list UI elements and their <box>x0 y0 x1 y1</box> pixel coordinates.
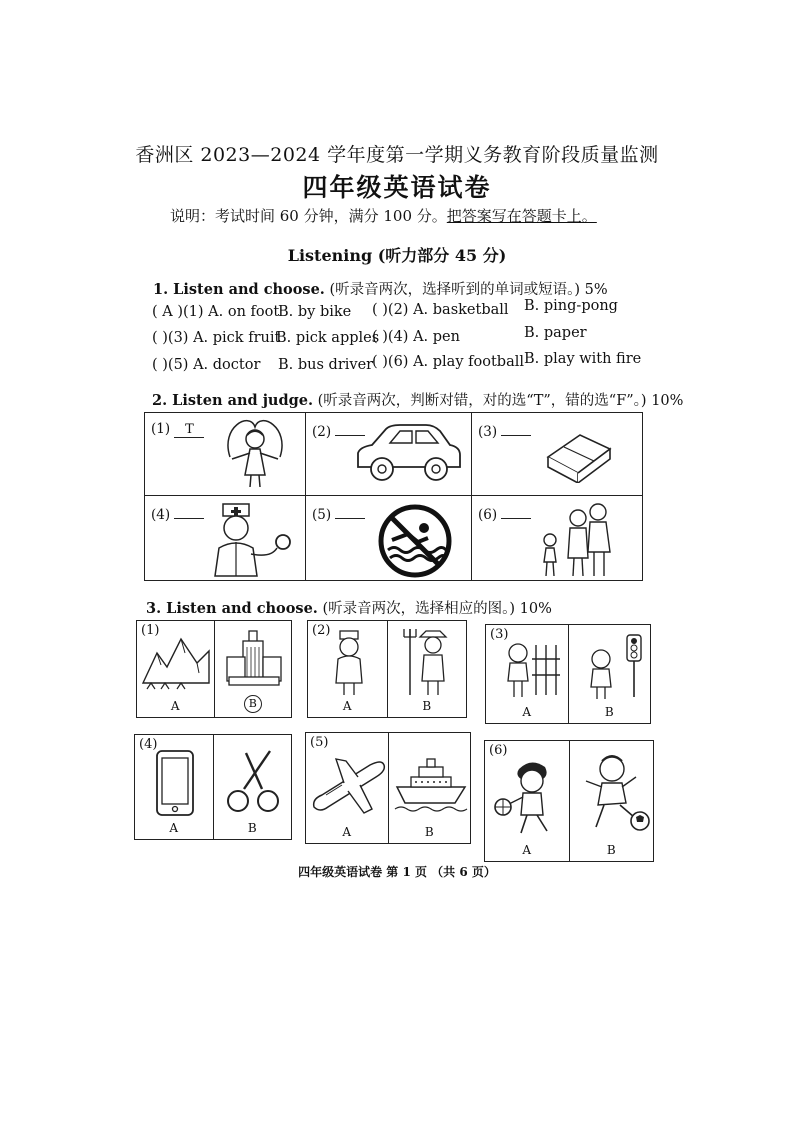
car-icon <box>352 421 464 487</box>
s1-option-a: A. doctor <box>193 357 261 373</box>
section2-heading <box>152 389 683 410</box>
s3-label-a: A <box>342 699 352 713</box>
family-icon <box>536 500 616 580</box>
s3-option-b[interactable] <box>213 735 292 839</box>
s2-cell-number: (2) <box>312 424 332 440</box>
section1-heading-bold: 1. Listen and choose. <box>153 281 325 298</box>
s3-option-a[interactable] <box>486 625 568 723</box>
instructions-text: 说明：考试时间 60 分钟，满分 100 分。 <box>170 207 447 225</box>
girl-skipping-rope-icon <box>220 417 290 493</box>
selected-answer-circle: B <box>244 695 262 713</box>
s2-cell-label <box>151 504 204 523</box>
s3-label-a: A <box>169 821 179 835</box>
s2-cell-5 <box>305 495 472 581</box>
s2-cell-2 <box>305 412 472 496</box>
s3-option-a[interactable] <box>308 621 387 717</box>
s2-cell-label <box>312 504 365 523</box>
page-footer: 四年级英语试卷 第 1 页 （共 6 页） <box>298 865 496 879</box>
s2-answer-blank[interactable] <box>501 421 531 436</box>
s2-cell-label <box>151 421 204 438</box>
s2-cell-number: (4) <box>151 507 171 523</box>
s3-label-b: B <box>604 705 614 719</box>
s1-item-prefix: ( )(4) <box>372 329 409 345</box>
s3-group-number: (4) <box>139 737 158 752</box>
s2-cell-number: (1) <box>151 421 171 437</box>
s1-item-prefix: ( )(2) <box>372 302 409 318</box>
s3-option-b[interactable] <box>214 621 292 717</box>
s3-option-b[interactable] <box>387 621 467 717</box>
farmer-icon <box>398 625 460 697</box>
mountains-icon <box>141 633 211 693</box>
s3-label-a: A <box>342 825 352 839</box>
s3-label-b: B <box>606 843 616 857</box>
section2-heading-bold: 2. Listen and judge. <box>152 392 314 409</box>
s3-option-a[interactable] <box>135 735 213 839</box>
cinema-building-icon <box>221 627 287 693</box>
s2-cell-number: (6) <box>478 507 498 523</box>
s1-option-b: B. by bike <box>278 304 352 320</box>
s3-group-6 <box>484 740 654 862</box>
s3-group-number: (3) <box>490 627 509 642</box>
s1-item-prefix: ( )(5) <box>152 357 189 373</box>
boy-basketball-icon <box>491 757 565 839</box>
s3-option-a[interactable] <box>485 741 569 861</box>
listening-section-heading: Listening (听力部分 45 分) <box>287 246 507 265</box>
s1-option-a: A. on foot <box>208 304 280 320</box>
s1-item-6 <box>372 354 524 370</box>
s3-label-b: B <box>422 699 432 713</box>
exam-district-title: 香洲区 2023—2024 学年度第一学期义务教育阶段质量监测 <box>135 144 659 166</box>
s2-cell-6 <box>471 495 643 581</box>
s2-cell-label <box>478 504 531 523</box>
no-swimming-sign-icon <box>378 504 452 578</box>
s1-item-4 <box>372 329 460 345</box>
s1-item-5 <box>152 357 260 373</box>
instructions-underlined: 把答案写在答题卡上。 <box>446 207 597 225</box>
scissors-icon <box>222 747 284 815</box>
s1-option-a: A. play football <box>413 354 524 370</box>
section1-heading-rest: (听录音两次，选择听到的单词或短语。) 5% <box>329 282 608 298</box>
s3-label-a: A <box>170 699 180 713</box>
s2-answer-blank[interactable] <box>501 504 531 519</box>
s2-cell-4 <box>144 495 306 581</box>
s2-cell-label <box>478 421 531 440</box>
s3-option-a[interactable] <box>137 621 214 717</box>
airplane-icon <box>308 751 388 821</box>
section3-heading-bold: 3. Listen and choose. <box>146 600 318 617</box>
section3-heading <box>146 597 552 618</box>
s1-item-3 <box>152 330 280 346</box>
section3-heading-rest: (听录音两次，选择相应的图。) 10% <box>322 601 552 617</box>
s3-group-number: (2) <box>312 623 331 638</box>
s1-item-prefix: ( )(3) <box>152 330 189 346</box>
s3-label-b: B <box>424 825 434 839</box>
s3-group-number: (6) <box>489 743 508 758</box>
doctor-icon <box>211 502 297 578</box>
boy-football-icon <box>574 747 652 839</box>
s2-answer-blank[interactable]: T <box>174 423 204 438</box>
s2-cell-1 <box>144 412 306 496</box>
nurse-icon <box>322 627 376 697</box>
s1-item-prefix: ( )(6) <box>372 354 409 370</box>
section1-heading <box>153 278 608 299</box>
s3-label-a: A <box>522 705 532 719</box>
s3-option-b[interactable] <box>569 741 654 861</box>
s3-label-a: A <box>522 843 532 857</box>
s3-option-b[interactable] <box>388 733 471 843</box>
s3-option-a[interactable] <box>306 733 388 843</box>
s2-cell-number: (5) <box>312 507 332 523</box>
s1-option-a: A. pen <box>413 329 460 345</box>
s3-group-number: (1) <box>141 623 160 638</box>
s3-group-5 <box>305 732 471 844</box>
s2-answer-blank[interactable] <box>335 504 365 519</box>
ship-icon <box>393 757 469 813</box>
s1-item-prefix: ( A )(1) <box>152 304 204 320</box>
s1-option-a: A. basketball <box>413 302 509 318</box>
s3-label-b: B <box>247 821 257 835</box>
s3-group-4 <box>134 734 292 840</box>
s1-option-b: B. paper <box>524 325 587 341</box>
s3-option-b[interactable] <box>568 625 651 723</box>
exam-instructions <box>170 205 597 226</box>
s3-group-1 <box>136 620 292 718</box>
s1-option-a: A. pick fruit <box>193 330 281 346</box>
s3-group-number: (5) <box>310 735 329 750</box>
boy-at-traffic-light-icon <box>577 631 647 701</box>
s3-group-2 <box>307 620 467 718</box>
exam-paper-title: 四年级英语试卷 <box>302 173 492 202</box>
smartphone-icon <box>155 749 195 817</box>
s1-item-1 <box>152 304 279 320</box>
s1-option-b: B. ping-pong <box>524 298 618 314</box>
s1-option-b: B. pick apples <box>276 330 380 346</box>
s2-cell-3 <box>471 412 643 496</box>
section2-heading-rest: (听录音两次，判断对错，对的选“T”，错的选“F”。) 10% <box>317 393 684 409</box>
s1-option-b: B. bus driver <box>278 357 374 373</box>
eraser-icon <box>544 427 614 483</box>
boy-at-fence-icon <box>496 635 562 701</box>
s2-answer-blank[interactable] <box>174 504 204 519</box>
s2-cell-number: (3) <box>478 424 498 440</box>
s1-item-2 <box>372 302 509 318</box>
s3-group-3 <box>485 624 651 724</box>
s3-label-b <box>215 695 292 713</box>
s1-option-b: B. play with fire <box>524 351 642 367</box>
